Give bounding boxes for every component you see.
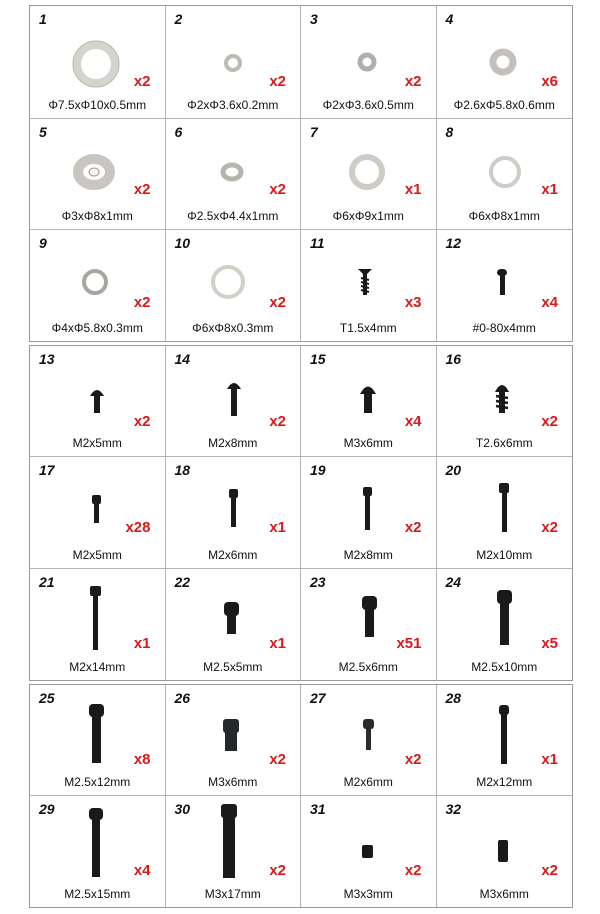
size-label: M3x6mm	[208, 775, 258, 789]
size-label: Φ4xΦ5.8x0.3mm	[51, 321, 143, 335]
part-cell	[166, 796, 302, 907]
quantity-label: x2	[404, 73, 422, 90]
size-label: M2.5x15mm	[64, 887, 131, 901]
part-cell	[301, 457, 437, 569]
quantity-label: x8	[133, 751, 151, 768]
quantity-label: x2	[541, 519, 558, 536]
size-label: Φ6xΦ8x1mm	[468, 209, 540, 223]
quantity-label: x1	[541, 751, 558, 768]
part-cell	[437, 346, 573, 457]
part-cell	[30, 569, 166, 680]
quantity-label: x2	[269, 862, 286, 879]
part-number: 14	[174, 351, 191, 367]
part-cell	[166, 230, 302, 341]
size-label: M2.5x12mm	[64, 775, 131, 789]
size-label: T1.5x4mm	[339, 321, 397, 335]
part-cell	[166, 119, 302, 230]
part-cell	[437, 796, 573, 907]
part-cell	[437, 569, 573, 680]
size-label: Φ6xΦ8x0.3mm	[192, 321, 274, 335]
quantity-label: x4	[541, 294, 558, 311]
size-label: Φ2xΦ3.6x0.5mm	[322, 98, 414, 112]
size-label: #0-80x4mm	[472, 321, 536, 335]
size-label: M3x6mm	[479, 887, 529, 901]
part-number: 13	[39, 351, 55, 367]
quantity-label: x3	[404, 294, 422, 311]
part-number: 10	[174, 235, 191, 251]
parts-grid-screws-a	[29, 345, 573, 681]
quantity-label: x2	[541, 413, 558, 430]
size-label: Φ7.5xΦ10x0.5mm	[48, 98, 147, 112]
part-cell	[166, 685, 302, 796]
part-number: 9	[39, 235, 47, 251]
part-cell	[30, 457, 166, 569]
quantity-label: x2	[133, 294, 151, 311]
part-number: 1	[39, 11, 47, 27]
quantity-label: x2	[269, 413, 286, 430]
size-label: M2x5mm	[72, 548, 122, 562]
part-cell	[30, 6, 166, 119]
size-label: Φ2.6xΦ5.8x0.6mm	[453, 98, 555, 112]
part-number: 19	[310, 462, 326, 478]
size-label: M2x8mm	[208, 436, 258, 450]
quantity-label: x2	[269, 751, 286, 768]
size-label: Φ3xΦ8x1mm	[61, 209, 133, 223]
quantity-label: x28	[125, 519, 151, 536]
part-number: 11	[310, 235, 325, 251]
size-label: M2x12mm	[476, 775, 533, 789]
part-cell	[166, 569, 302, 680]
quantity-label: x1	[541, 181, 558, 198]
part-number: 31	[310, 801, 326, 817]
part-number: 8	[445, 124, 454, 140]
size-label: M2.5x5mm	[203, 660, 263, 674]
size-label: M2x6mm	[208, 548, 258, 562]
part-number: 24	[445, 574, 462, 590]
size-label: M3x6mm	[343, 436, 393, 450]
part-number: 23	[310, 574, 326, 590]
size-label: M3x3mm	[343, 887, 393, 901]
quantity-label: x2	[541, 862, 558, 879]
part-number: 7	[310, 124, 318, 140]
part-number: 29	[39, 801, 55, 817]
part-cell	[166, 6, 302, 119]
quantity-label: x1	[269, 519, 286, 536]
size-label: M2x8mm	[343, 548, 393, 562]
quantity-label: x1	[404, 181, 422, 198]
part-number: 5	[39, 124, 47, 140]
quantity-label: x4	[133, 862, 151, 879]
quantity-label: x51	[396, 635, 422, 652]
part-cell	[437, 6, 573, 119]
quantity-label: x2	[133, 73, 151, 90]
part-cell	[437, 230, 573, 341]
part-number: 20	[445, 462, 462, 478]
part-number: 21	[39, 574, 55, 590]
part-number: 27	[310, 690, 326, 706]
quantity-label: x2	[269, 73, 286, 90]
quantity-label: x2	[133, 181, 151, 198]
part-cell	[30, 796, 166, 907]
part-cell	[301, 119, 437, 230]
part-number: 6	[174, 124, 183, 140]
part-cell	[30, 230, 166, 341]
part-number: 26	[174, 690, 191, 706]
quantity-label: x1	[133, 635, 151, 652]
part-cell	[301, 230, 437, 341]
part-number: 2	[174, 11, 183, 27]
part-cell	[30, 119, 166, 230]
size-label: M2.5x6mm	[338, 660, 398, 674]
part-cell	[301, 346, 437, 457]
part-cell	[301, 685, 437, 796]
parts-grid-screws-b	[29, 684, 573, 908]
part-cell	[30, 685, 166, 796]
size-label: M2x5mm	[72, 436, 122, 450]
part-number: 18	[174, 462, 191, 478]
parts-grid-washers	[29, 5, 573, 342]
quantity-label: x5	[541, 635, 558, 652]
part-number: 3	[310, 11, 318, 27]
quantity-label: x2	[269, 181, 286, 198]
part-cell	[301, 6, 437, 119]
size-label: M2x6mm	[343, 775, 393, 789]
part-number: 25	[39, 690, 55, 706]
part-number: 4	[445, 11, 454, 27]
part-number: 32	[445, 801, 462, 817]
part-cell	[437, 685, 573, 796]
quantity-label: x1	[269, 635, 286, 652]
quantity-label: x2	[404, 862, 422, 879]
part-number: 15	[310, 351, 326, 367]
size-label: M2x14mm	[69, 660, 126, 674]
size-label: M3x17mm	[204, 887, 261, 901]
part-cell	[301, 569, 437, 680]
part-number: 12	[445, 235, 462, 251]
part-number: 22	[174, 574, 191, 590]
part-cell	[437, 119, 573, 230]
size-label: Φ2xΦ3.6x0.2mm	[187, 98, 279, 112]
quantity-label: x4	[404, 413, 422, 430]
part-cell	[301, 796, 437, 907]
size-label: M2.5x10mm	[471, 660, 538, 674]
part-cell	[166, 346, 302, 457]
size-label: M2x10mm	[476, 548, 533, 562]
part-number: 16	[445, 351, 462, 367]
quantity-label: x2	[133, 413, 151, 430]
quantity-label: x6	[541, 73, 558, 90]
size-label: Φ6xΦ9x1mm	[332, 209, 404, 223]
size-label: T2.6x6mm	[475, 436, 533, 450]
quantity-label: x2	[269, 294, 286, 311]
quantity-label: x2	[404, 751, 422, 768]
part-cell	[30, 346, 166, 457]
part-cell	[437, 457, 573, 569]
quantity-label: x2	[404, 519, 422, 536]
part-number: 28	[445, 690, 462, 706]
part-number: 17	[39, 462, 55, 478]
part-number: 30	[174, 801, 191, 817]
size-label: Φ2.5xΦ4.4x1mm	[187, 209, 279, 223]
part-cell	[166, 457, 302, 569]
